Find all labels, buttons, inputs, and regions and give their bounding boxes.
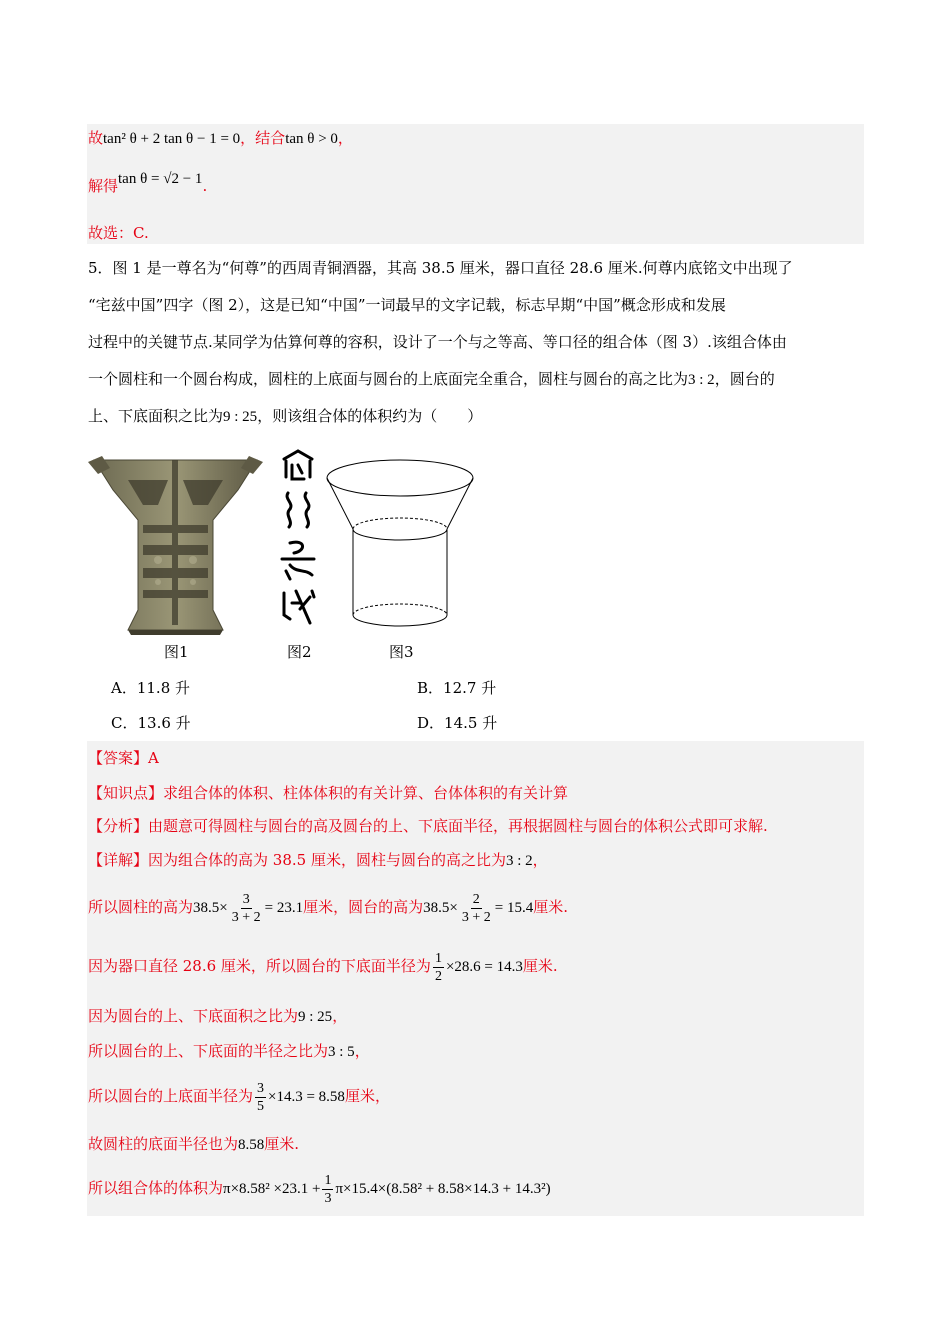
text: 所以圆柱的高为 [88, 898, 194, 916]
cylinder-radius-line [88, 1134, 299, 1155]
text: 厘米. [522, 957, 558, 975]
knowledge-tag: 【知识点】 [88, 784, 164, 802]
math: 38.5× [193, 900, 228, 916]
combined-solid-diagram [322, 448, 478, 632]
text: 所以圆台的上底面半径为 [88, 1087, 254, 1105]
denominator: 3 [324, 1190, 332, 1206]
figure-1-caption: 图1 [164, 643, 189, 661]
numerator: 1 [324, 1172, 332, 1188]
fraction [255, 1080, 266, 1115]
text: 所以组合体的体积为 [88, 1179, 224, 1197]
numerator: 2 [472, 891, 480, 907]
inscription-image [276, 447, 320, 627]
text: 一个圆柱和一个圆台构成，圆柱的上底面与圆台的上底面完全重合，圆柱与圆台的高之比为 [88, 370, 689, 388]
answer-line [88, 748, 159, 768]
fraction [322, 1172, 333, 1207]
numerator: 1 [434, 950, 442, 966]
denominator: 3 + 2 [231, 909, 261, 925]
answer-tag: 【答案】 [88, 749, 149, 767]
math: ×28.6 = 14.3 [445, 959, 523, 975]
area-ratio-line [88, 1006, 347, 1027]
denominator: 3 + 2 [461, 909, 491, 925]
upper-radius-line [88, 1074, 390, 1119]
text: . [202, 177, 208, 195]
ratio: 3 : 5 [328, 1044, 355, 1060]
text: ，结合 [240, 129, 286, 147]
text: ，则该组合体的体积约为（ ） [257, 407, 483, 425]
text: 因为器口直径 28.6 厘米，所以圆台的下底面半径为 [88, 957, 431, 975]
text: 故 [88, 129, 104, 147]
fraction [460, 891, 493, 926]
equation: tan θ = √2 − 1 [118, 171, 203, 187]
question-line-4 [88, 369, 775, 390]
math: = 15.4 [494, 900, 534, 916]
ratio: 9 : 25 [298, 1009, 333, 1025]
math: = 23.1 [264, 900, 304, 916]
option-d[interactable]: D．14.5 升 [417, 714, 498, 732]
text: ， [332, 1007, 348, 1025]
denominator: 2 [434, 968, 442, 984]
detail-line [88, 850, 548, 871]
knowledge-text: 求组合体的体积、柱体体积的有关计算、台体体积的有关计算 [163, 784, 569, 802]
question-line-3: 过程中的关键节点.某同学为估算何尊的容积，设计了一个与之等高、等口径的组合体（图 3）.该组合体由 [88, 333, 787, 351]
text: 故圆柱的底面半径也为 [88, 1135, 239, 1153]
cylinder-height-line [88, 885, 568, 930]
analysis-line [88, 816, 768, 836]
ratio: 3 : 2 [505, 853, 533, 869]
math: 8.58 [238, 1137, 265, 1153]
question-line-5 [88, 406, 482, 427]
text: ，圆台的 [714, 370, 775, 388]
figure-3-caption: 图3 [389, 643, 414, 661]
knowledge-line [88, 783, 568, 803]
equation: tan² θ + 2 tan θ − 1 = 0 [103, 131, 241, 147]
volume-line [88, 1166, 551, 1211]
answer-value: A [148, 749, 159, 767]
ratio: 9 : 25 [223, 409, 258, 425]
solution-line-1 [88, 128, 353, 149]
radius-ratio-line [88, 1041, 370, 1062]
bronze-vessel-image [88, 450, 263, 635]
fraction [433, 950, 444, 985]
condition: tan θ > 0 [285, 131, 338, 147]
text: 厘米， [344, 1087, 390, 1105]
analysis-text: 由题意可得圆柱与圆台的高及圆台的上、下底面半径，再根据圆柱与圆台的体积公式即可求解. [148, 817, 768, 835]
option-b[interactable]: B．12.7 升 [417, 679, 497, 697]
fraction [230, 891, 263, 926]
choice-line: 故选：C. [88, 224, 149, 242]
option-c[interactable]: C．13.6 升 [111, 714, 191, 732]
text: ， [532, 851, 548, 869]
question-line-1: 5．图 1 是一尊名为“何尊”的西周青铜酒器，其高 38.5 厘米，器口直径 28.6 厘米.何尊内底铭文中出现了 [88, 259, 793, 277]
radius-line [88, 944, 558, 989]
ratio: 3 : 2 [688, 372, 715, 388]
question-line-2: “宅兹中国”四字（图 2），这是已知“中国”一词最早的文字记载，标志早期“中国”概念形成和发展 [88, 296, 726, 314]
math: 38.5× [423, 900, 458, 916]
text: 因为圆台的上、下底面积之比为 [88, 1007, 299, 1025]
detail-tag: 【详解】 [88, 851, 149, 869]
math: π×8.58² ×23.1 + [223, 1181, 321, 1197]
text: ， [354, 1042, 370, 1060]
math: ×14.3 = 8.58 [268, 1089, 345, 1105]
text: 厘米. [264, 1135, 300, 1153]
numerator: 3 [257, 1080, 265, 1096]
option-a[interactable]: A．11.8 升 [111, 679, 190, 697]
text: 所以圆台的上、下底面的半径之比为 [88, 1042, 329, 1060]
denominator: 5 [257, 1098, 265, 1114]
detail-text: 因为组合体的高为 38.5 厘米，圆柱与圆台的高之比为 [148, 851, 506, 869]
text: ， [337, 129, 353, 147]
text: 解得 [88, 177, 119, 195]
text: 厘米，圆台的高为 [303, 898, 424, 916]
solution-line-2 [88, 168, 208, 195]
text: 厘米. [533, 898, 568, 916]
math: π×15.4×(8.58² + 8.58×14.3 + 14.3²) [335, 1181, 551, 1197]
text: 上、下底面积之比为 [88, 407, 224, 425]
numerator: 3 [242, 891, 250, 907]
analysis-tag: 【分析】 [88, 817, 149, 835]
figure-2-caption: 图2 [287, 643, 312, 661]
